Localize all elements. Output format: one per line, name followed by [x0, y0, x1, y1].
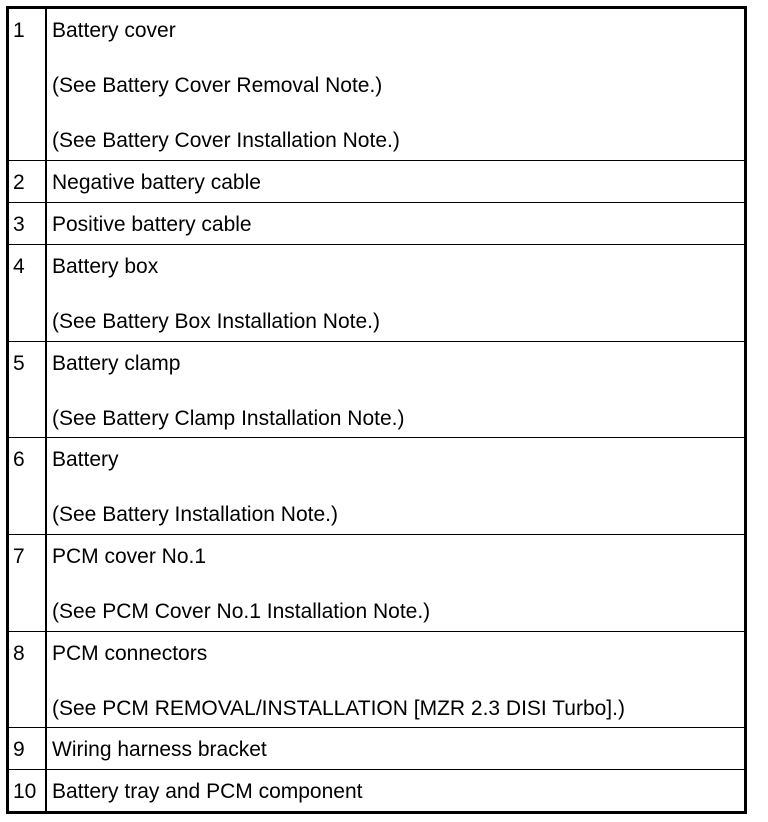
- part-number: 4: [9, 245, 47, 341]
- part-number: 8: [9, 632, 47, 728]
- reference-note: (See Battery Box Installation Note.): [52, 310, 380, 334]
- reference-note: (See Battery Cover Installation Note.): [52, 129, 400, 152]
- table-row: [9, 769, 744, 811]
- part-name: Battery clamp: [52, 351, 181, 375]
- part-name: Battery tray and PCM component: [52, 780, 363, 804]
- part-number: 1: [9, 9, 47, 160]
- part-number: 3: [9, 203, 47, 244]
- part-description: [47, 9, 744, 160]
- reference-note: (See Battery Clamp Installation Note.): [52, 406, 405, 430]
- part-description: [47, 438, 744, 534]
- reference-note: (See Battery Cover Removal Note.): [52, 74, 383, 97]
- table-row: [9, 9, 744, 160]
- table-row: [9, 202, 744, 244]
- part-description: [47, 632, 744, 728]
- part-number: 2: [9, 161, 47, 202]
- part-name: Positive battery cable: [52, 213, 252, 237]
- reference-note: (See Battery Installation Note.): [52, 503, 338, 527]
- parts-table: [6, 6, 747, 814]
- table-row: [9, 534, 744, 631]
- reference-note: (See PCM Cover No.1 Installation Note.): [52, 600, 431, 624]
- part-description: [47, 245, 744, 341]
- part-number: 5: [9, 342, 47, 438]
- table-row: [9, 437, 744, 534]
- part-name: Battery box: [52, 255, 159, 279]
- part-number: 10: [9, 770, 47, 811]
- part-description: [47, 203, 744, 244]
- part-description: [47, 161, 744, 202]
- table-row: [9, 244, 744, 341]
- table-row: [9, 631, 744, 728]
- part-description: [47, 728, 744, 769]
- table-row: [9, 727, 744, 769]
- part-number: 9: [9, 728, 47, 769]
- table-row: [9, 341, 744, 438]
- part-name: PCM cover No.1: [52, 545, 207, 569]
- part-name: Battery: [52, 448, 119, 472]
- reference-note: (See PCM REMOVAL/INSTALLATION [MZR 2.3 DISI Turbo].): [52, 696, 625, 720]
- part-number: 6: [9, 438, 47, 534]
- part-description: [47, 770, 744, 811]
- part-name: Wiring harness bracket: [52, 738, 267, 762]
- table-row: [9, 160, 744, 202]
- part-name: PCM connectors: [52, 641, 208, 665]
- part-name: Negative battery cable: [52, 171, 261, 195]
- part-description: [47, 535, 744, 631]
- part-description: [47, 342, 744, 438]
- part-name: Battery cover: [52, 19, 176, 42]
- part-number: 7: [9, 535, 47, 631]
